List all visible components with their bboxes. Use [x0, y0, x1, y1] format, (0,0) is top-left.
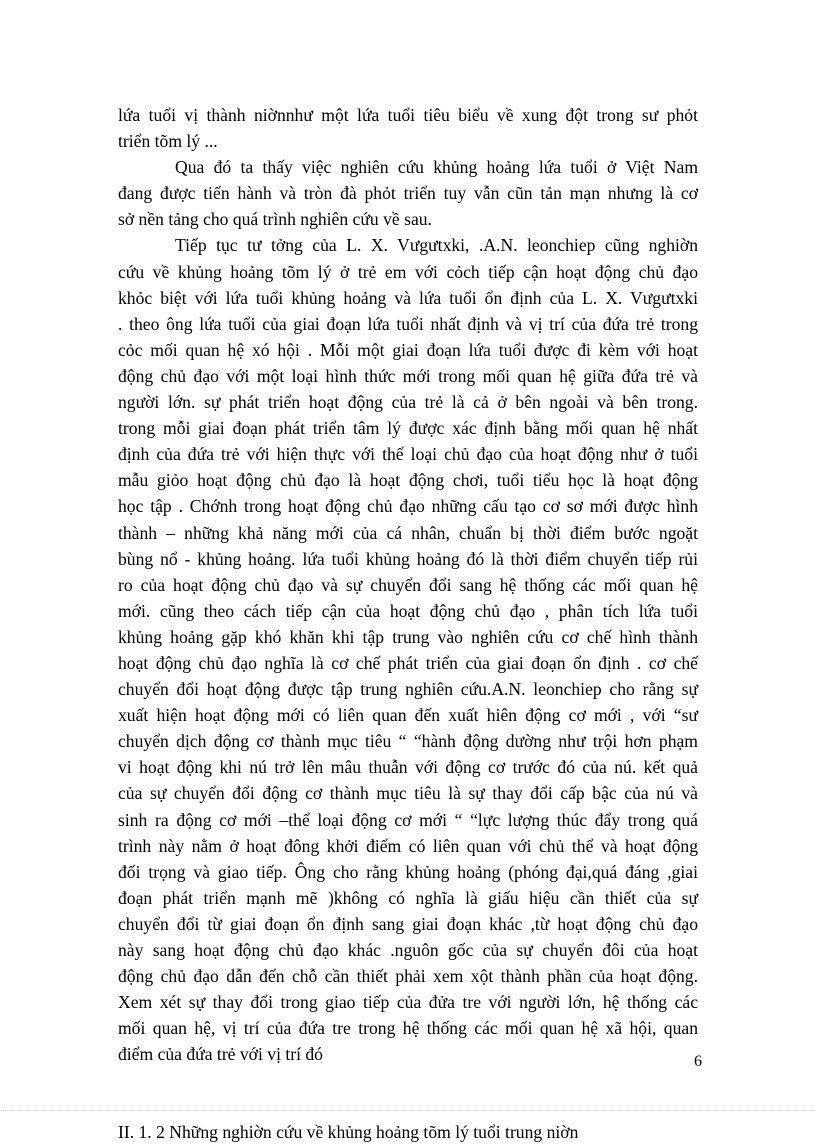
paragraph-3	[118, 232, 698, 1067]
text-line: mới. cũng theo cách tiếp cận của hoạt động chủ đạo , phân tích lứa tuổi	[118, 600, 698, 621]
text-line: chuyển dịch động cơ thành mục tiêu “ “hành động dường như trội hơn phạm	[118, 731, 698, 752]
text-line: khỏc biệt với lứa tuổi khủng hoảng và lứa tuổi ổn định của L. X. Vưgưtxki	[118, 287, 698, 308]
text-line: Qua đó ta thấy việc nghiên cứu khủng hoảng lứa tuổi ở Việt Nam	[175, 157, 698, 178]
text-line: Tiếp tục tư tởng của L. X. Vưgưtxki, .A.N. leonchiep cũng nghiờn	[175, 235, 698, 256]
text-line: trình này nằm ở hoạt đông khởi điểm có liên quan với chủ thể và hoạt động	[118, 835, 698, 856]
text-line: hoạt động chủ đạo nghĩa là cơ chế phát triển của giai đoạn ổn định . cơ chế	[118, 652, 698, 673]
text-line: định của đứa trẻ với hiện thực với thể loại chủ đạo của hoạt động như ở tuổi	[118, 444, 698, 465]
document-body	[118, 102, 698, 1145]
text-line: xuất hiện hoạt động mới có liên quan đến xuất hiên động cơ mới , với “sư	[118, 705, 698, 726]
text-line: khủng hoảng gặp khó khăn khi tập trung vào nghiên cứu cơ chế hình thành	[118, 626, 698, 647]
text-line: chuyển đổi hoạt động được tập trung nghiên cứu.A.N. leonchiep cho rằng sự	[118, 679, 698, 700]
text-line: sở nền tảng cho quá trình nghiên cứu về sau.	[118, 209, 432, 230]
page-number: 6	[694, 1053, 702, 1070]
text-line: lứa tuổi vị thành niờnnhư một lứa tuổi tiêu biểu về xung đột trong sư phỏt	[118, 105, 698, 125]
text-line: đối trọng và giao tiếp. Ông cho rằng khủng hoảng (phóng đại,quá đáng ,giai	[118, 861, 698, 882]
text-line: mẫu giỏo hoạt động chủ đạo là hoạt động chơi, tuổi tiểu học là hoạt động	[118, 470, 698, 491]
paragraph-1	[118, 102, 698, 154]
text-line: bùng nổ - khủng hoảng. lứa tuổi khủng hoảng đó là thời điểm chuyển tiếp rủi	[118, 548, 698, 569]
text-line: của sự chuyển đổi động cơ thành mục tiêu là sự thay đổi cấp bậc của nú và	[118, 783, 698, 804]
text-line: động chủ đạo với một loại hình thức mới trong mối quan hệ giữa đứa trẻ và	[118, 365, 698, 386]
text-line: động chủ đạo dẫn đến chỗ cần thiết phải xem xột thành phần của hoạt động.	[118, 966, 698, 987]
page-bottom-divider	[0, 1110, 816, 1111]
text-line: cứu về khủng hoảng tõm lý ở trẻ em với cỏch tiếp cận hoạt động chủ đạo	[118, 261, 698, 282]
text-line: thành – những khả năng mới của cá nhân, chuẩn bị thời điểm bước ngoặt	[118, 522, 698, 543]
text-line: đoạn phát triển mạnh mẽ )không có nghĩa là giấu hiệu cần thiết của sự	[118, 887, 698, 908]
text-line: này sang hoạt động chủ đạo khác .nguôn gốc của sự chuyển đôi của hoạt	[118, 940, 698, 960]
text-line: trong mỗi giai đoạn phát triển tâm lý được xác định bằng mối quan hệ nhất	[118, 418, 698, 439]
text-line: người lớn. sự phát triển hoạt động của trẻ là cả ở bên ngoài và bên trong.	[118, 392, 698, 413]
text-line: . theo ông lứa tuổi của giai đoạn lứa tuổi nhất định và vị trí của đứa trẻ trong	[118, 313, 698, 334]
text-line: vi hoạt động khi nú trở lên mâu thuẫn với động cơ trước đó của nú. kết quả	[118, 757, 698, 778]
section-gap	[118, 1067, 698, 1119]
text-line: đang được tiến hành và tròn đà phỏt triển tuy vẫn cũn tản mạn nhưng là cơ	[118, 183, 698, 204]
text-line: cỏc mối quan hệ xó hội . Mỗi một giai đoạn lứa tuổi được đi kèm với hoạt	[118, 339, 698, 360]
section-heading: II. 1. 2 Những nghiờn cứu về khủng hoảng tõm lý tuổi trung niờn	[118, 1122, 579, 1143]
text-line: chuyển đổi từ giai đoạn ổn định sang giai đoạn khác ,từ hoạt động chủ đạo	[118, 913, 698, 934]
text-line: Xem xét sự thay đổi trong giao tiếp của đửa tre với người lớn, hệ thống các	[118, 992, 698, 1013]
text-line: sinh ra động cơ mới –thể loại động cơ mới “ “lực lượng thúc đẩy trong quá	[118, 809, 698, 830]
text-line: triển tõm lý ...	[118, 131, 218, 152]
text-line: mối quan hệ, vị trí của đứa tre trong hệ thống các mối quan hệ xã hội, quan	[118, 1018, 698, 1039]
paragraph-2	[118, 154, 698, 232]
text-line: điểm của đứa trẻ với vị trí đó	[118, 1044, 323, 1065]
text-line: học tập . Chớnh trong hoạt động chủ đạo những cấu tạo cơ sơ mới được hình	[118, 496, 698, 517]
text-line: ro của hoạt động chủ đạo và sự chuyển đổi sang hệ thống các mối quan hệ	[118, 574, 698, 595]
